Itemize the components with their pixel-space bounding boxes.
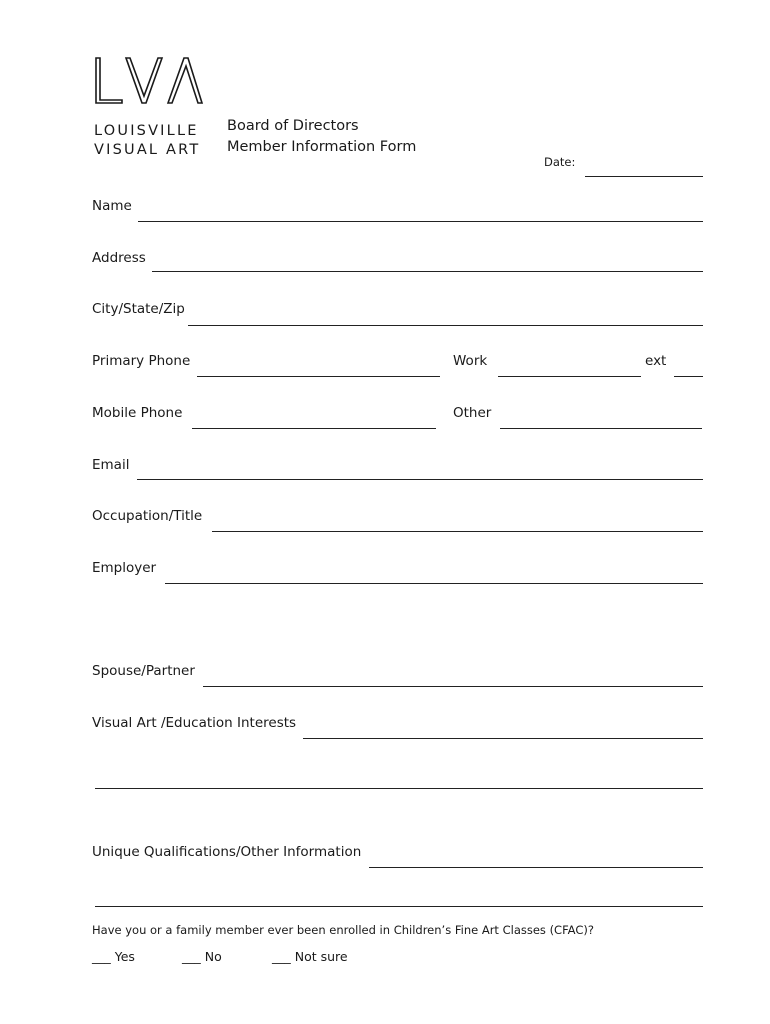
primary-phone-label: Primary Phone	[92, 353, 191, 369]
email-label: Email	[92, 457, 130, 473]
cfac-option-no[interactable]: ___ No	[182, 949, 222, 964]
cfac-option-yes[interactable]: ___ Yes	[92, 949, 135, 964]
name-label: Name	[92, 198, 132, 214]
date-label: Date:	[544, 155, 576, 169]
cfac-option-not-sure[interactable]: ___ Not sure	[272, 949, 348, 964]
city-state-zip-field[interactable]	[188, 325, 703, 326]
email-field[interactable]	[137, 479, 703, 480]
address-label: Address	[92, 250, 146, 266]
address-field[interactable]	[152, 271, 703, 272]
occupation-title-field[interactable]	[212, 531, 703, 532]
visual-art-interests-field-continued[interactable]	[95, 788, 703, 789]
visual-art-interests-field[interactable]	[303, 738, 703, 739]
cfac-question: Have you or a family member ever been enrolled in Children’s Fine Art Classes (CFAC)?	[92, 923, 594, 937]
other-phone-field[interactable]	[500, 428, 702, 429]
org-name-line2: VISUAL ART	[94, 142, 201, 158]
city-state-zip-label: City/State/Zip	[92, 301, 185, 317]
unique-qualifications-label: Unique Qualifications/Other Information	[92, 844, 362, 860]
date-field[interactable]	[585, 176, 703, 177]
lva-logo	[94, 56, 204, 106]
mobile-phone-field[interactable]	[192, 428, 436, 429]
work-phone-field[interactable]	[498, 376, 641, 377]
visual-art-interests-label: Visual Art /Education Interests	[92, 715, 297, 731]
primary-phone-field[interactable]	[197, 376, 440, 377]
spouse-partner-field[interactable]	[203, 686, 703, 687]
name-field[interactable]	[138, 221, 703, 222]
unique-qualifications-field-continued[interactable]	[95, 906, 703, 907]
employer-field[interactable]	[165, 583, 703, 584]
other-phone-label: Other	[453, 405, 492, 421]
work-label: Work	[453, 353, 488, 369]
employer-label: Employer	[92, 560, 157, 576]
form-title-line2: Member Information Form	[227, 139, 417, 155]
org-name-line1: LOUISVILLE	[94, 123, 199, 139]
ext-field[interactable]	[674, 376, 703, 377]
occupation-title-label: Occupation/Title	[92, 508, 203, 524]
mobile-phone-label: Mobile Phone	[92, 405, 183, 421]
form-title-line1: Board of Directors	[227, 118, 359, 134]
spouse-partner-label: Spouse/Partner	[92, 663, 195, 679]
unique-qualifications-field[interactable]	[369, 867, 703, 868]
ext-label: ext	[645, 353, 667, 369]
